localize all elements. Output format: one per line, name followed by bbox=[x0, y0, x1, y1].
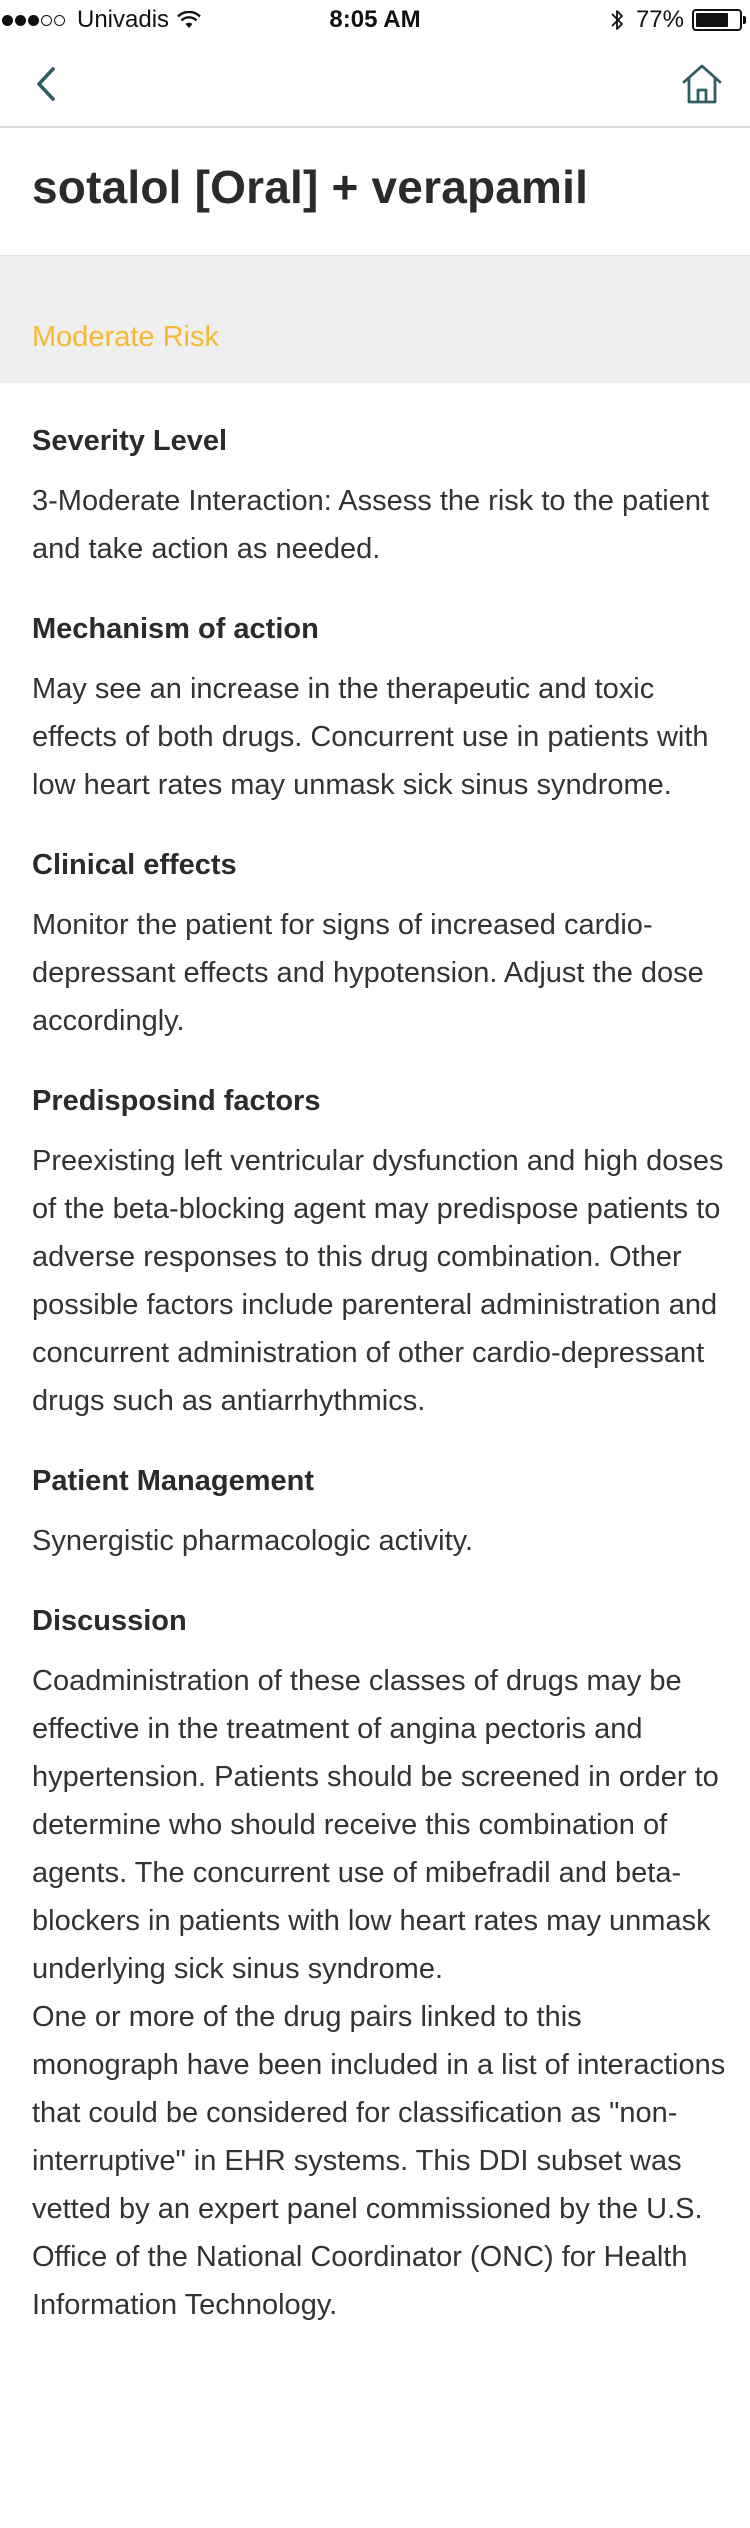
monograph-content bbox=[32, 385, 732, 2329]
battery-percent: 77% bbox=[635, 6, 684, 33]
section-heading-severity: Severity Level bbox=[32, 425, 228, 457]
signal-dot bbox=[15, 15, 26, 26]
signal-dot bbox=[28, 15, 39, 26]
section-heading-clinical-effects: Clinical effects bbox=[32, 849, 237, 881]
status-left bbox=[0, 0, 201, 40]
signal-icon bbox=[2, 15, 67, 26]
section-body-severity: 3-Moderate Interaction: Assess the risk to the patient and take action as needed. bbox=[32, 485, 710, 565]
battery-icon bbox=[692, 9, 742, 31]
section-heading-discussion: Discussion bbox=[32, 1605, 187, 1637]
status-time: 8:05 AM bbox=[329, 6, 421, 33]
status-right bbox=[610, 0, 742, 40]
carrier-name: Univadis bbox=[77, 6, 170, 33]
signal-dot bbox=[54, 15, 65, 26]
section-body-clinical-effects: Monitor the patient for signs of increased cardio-depressant effects and hypotension. Adjust the dose accordingly. bbox=[32, 909, 704, 1037]
page-title: sotalol [Oral] + verapamil bbox=[32, 161, 589, 213]
home-button[interactable] bbox=[676, 58, 728, 110]
chevron-left-icon bbox=[35, 66, 57, 102]
signal-dot bbox=[41, 15, 52, 26]
section-body-mechanism: May see an increase in the therapeutic and toxic effects of both drugs. Concurrent use in patients with low heart rates may unmask sick sinus syndrome. bbox=[32, 673, 709, 801]
title-block bbox=[0, 130, 750, 255]
section-heading-mechanism: Mechanism of action bbox=[32, 613, 319, 645]
section-body-predisposing-factors: Preexisting left ventricular dysfunction and high doses of the beta-blocking agent may predispose patients to adverse responses to this drug combination. Other possible factors include parenteral administration and concurrent administration of other cardio-depressant drugs such as antiarrhythmics. bbox=[32, 1145, 724, 1417]
risk-band bbox=[0, 255, 750, 383]
back-button[interactable] bbox=[22, 60, 70, 108]
status-bar bbox=[0, 0, 750, 40]
battery-fill bbox=[696, 13, 728, 27]
section-heading-predisposing-factors: Predisposind factors bbox=[32, 1085, 321, 1117]
section-heading-patient-management: Patient Management bbox=[32, 1465, 314, 1497]
bluetooth-icon bbox=[610, 8, 624, 32]
section-body-patient-management: Synergistic pharmacologic activity. bbox=[32, 1525, 474, 1557]
wifi-icon bbox=[177, 11, 201, 29]
signal-dot bbox=[2, 15, 13, 26]
home-icon bbox=[681, 63, 723, 105]
section-body-discussion: Coadministration of these classes of drugs may be effective in the treatment of angina pectoris and hypertension. Patients should be screened in order to determine who should receive this combination of agents. The concurrent use of mibefradil and beta-blockers in patients with low heart rates may unmask underlying sick sinus syndrome. bbox=[32, 1665, 719, 1985]
risk-label: Moderate Risk bbox=[32, 321, 219, 353]
nav-bar bbox=[0, 40, 750, 128]
section-body-discussion-extra: One or more of the drug pairs linked to this monograph have been included in a list of interactions that could be considered for classification as "non-interruptive" in EHR systems. This DDI subset was vetted by an expert panel commissioned by the U.S. Office of the National Coordinator (ONC) for Health Information Technology. bbox=[32, 2001, 726, 2321]
